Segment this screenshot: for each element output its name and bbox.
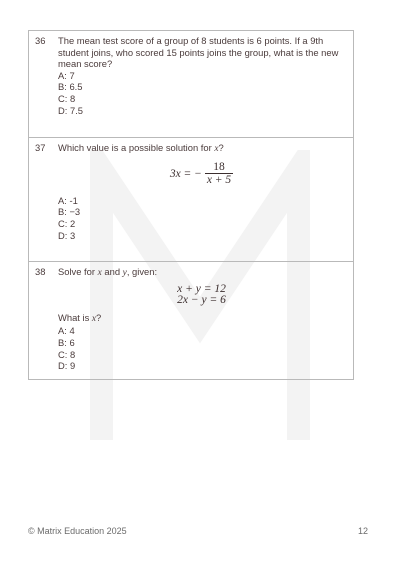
question-number: 38 (35, 266, 46, 277)
fraction (205, 162, 233, 187)
option-a: A: 4 (58, 325, 75, 337)
fraction-numerator: 18 (213, 160, 225, 173)
question-36 (29, 31, 353, 138)
page-number: 12 (358, 526, 369, 536)
question-box (28, 30, 354, 380)
question-37 (29, 138, 353, 262)
equation-2: 2x − y = 6 (177, 294, 226, 307)
option-b: B: 6 (58, 336, 75, 348)
variable-x: x (97, 268, 102, 278)
option-b: B: 6.5 (58, 81, 83, 93)
variable-x: x (214, 144, 219, 154)
equation-lhs: 3x = − (169, 167, 202, 180)
question-text: Which value is a possible solution for x? (58, 142, 224, 154)
fraction-denominator: x + 5 (206, 174, 232, 187)
option-d: D: 9 (58, 360, 76, 372)
variable-y: y (122, 268, 127, 278)
question-number: 36 (35, 35, 46, 46)
option-c: C: 8 (58, 348, 76, 360)
question-number: 37 (35, 142, 46, 153)
sub-question: What is x? (58, 311, 102, 324)
variable-x: x (91, 313, 97, 324)
option-c: C: 8 (58, 92, 76, 104)
option-c: C: 2 (58, 217, 76, 229)
equation-1: x + y = 12 (177, 282, 226, 295)
option-a: A: -1 (58, 194, 78, 206)
option-d: D: 3 (58, 229, 76, 241)
question-text: The mean test score of a group of 8 students is 6 points. If a 9th student joins, who scored 15 points joins the group, what is the new mean score? (58, 35, 339, 70)
footer-copyright: © Matrix Education 2025 (28, 526, 127, 536)
equation (58, 162, 345, 187)
question-38 (29, 262, 353, 380)
option-a: A: 7 (58, 69, 75, 81)
option-b: B: −3 (58, 206, 81, 218)
question-text: Solve for x and y, given: (58, 266, 158, 278)
option-d: D: 7.5 (58, 104, 84, 116)
